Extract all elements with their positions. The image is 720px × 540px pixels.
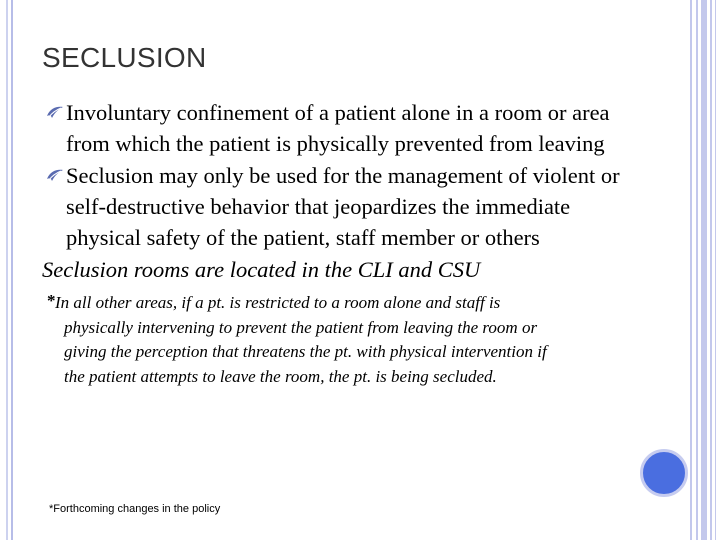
location-note: Seclusion rooms are located in the CLI and CSU [42, 257, 481, 282]
bullet-1-line-2: from which the patient is physically prevented from leaving [66, 131, 605, 156]
bullet-leaf-icon [46, 167, 64, 183]
left-frame-border [0, 0, 13, 540]
bullet-2-line-1: Seclusion may only be used for the management of violent or [66, 163, 620, 188]
asterisk-marker: * [47, 291, 56, 310]
bullet-2-line-2: self-destructive behavior that jeopardizes the immediate [66, 194, 571, 219]
footnote: *Forthcoming changes in the policy [49, 503, 221, 515]
bullet-2-line-3: physical safety of the patient, staff member or others [66, 225, 540, 250]
slide-title: SECLUSION [42, 42, 207, 73]
bullet-leaf-icon [46, 104, 64, 120]
asterisk-note-line-2: physically intervening to prevent the patient from leaving the room or [64, 318, 538, 337]
asterisk-note-line-3: giving the perception that threatens the pt. with physical intervention if [64, 342, 547, 361]
decorative-circle [640, 449, 688, 497]
asterisk-note-line-4: the patient attempts to leave the room, the pt. is being secluded. [64, 367, 497, 386]
bullet-1-line-1: Involuntary confinement of a patient alone in a room or area [66, 100, 610, 125]
asterisk-note-line-1: In all other areas, if a pt. is restricted to a room alone and staff is [55, 293, 501, 312]
right-frame-border [684, 0, 720, 540]
